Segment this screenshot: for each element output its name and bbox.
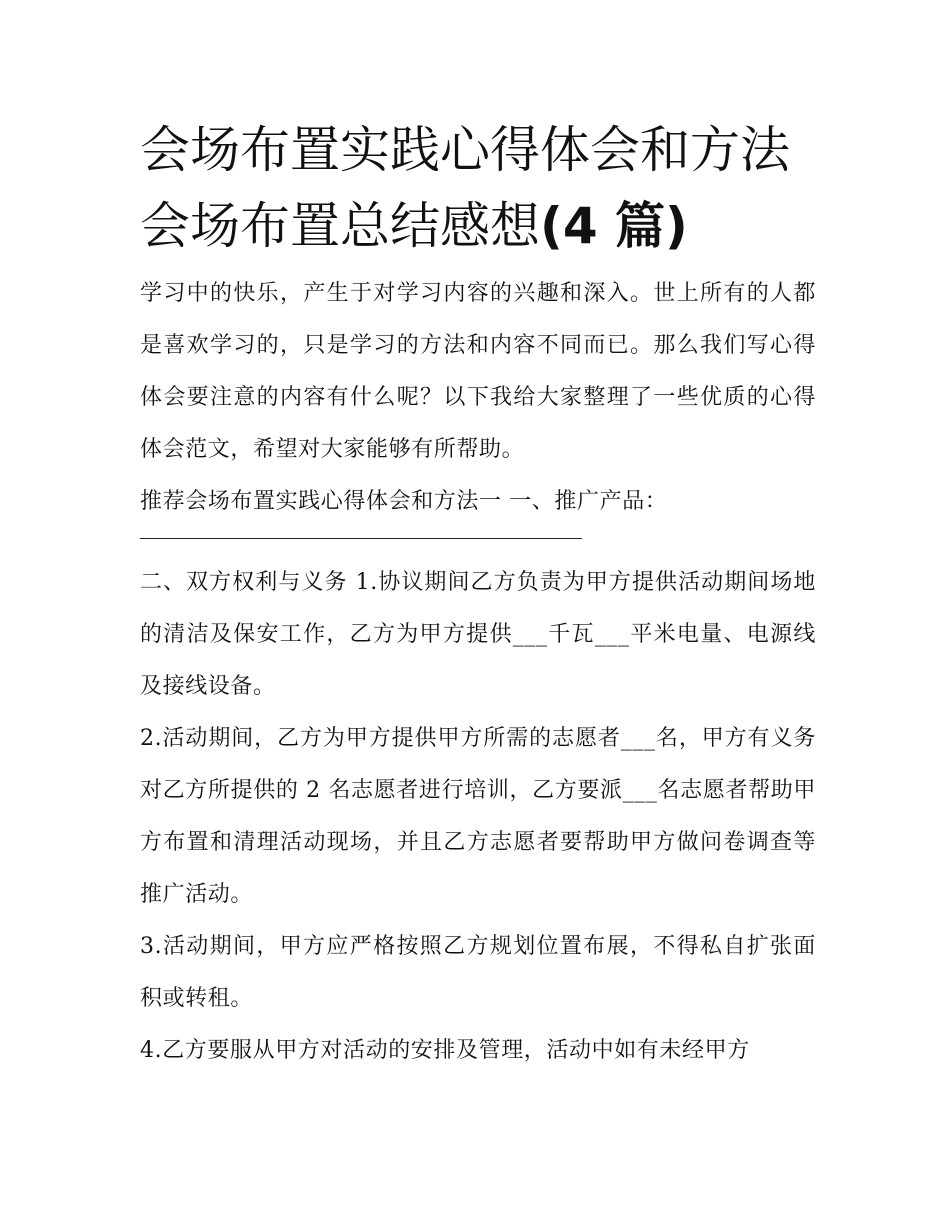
fill-in-blank-line [140, 538, 582, 539]
document-title-line-1: 会场布置实践心得体会和方法 [140, 121, 790, 179]
document-page [140, 112, 816, 1077]
document-body [140, 268, 816, 1077]
section-heading-paragraph: 推荐会场布置实践心得体会和方法一 一、推广产品： [140, 489, 668, 514]
clause-paragraph-4: 4.乙方要服从甲方对活动的安排及管理，活动中如有未经甲方 [140, 1038, 750, 1063]
document-title-count: (4 篇) [540, 197, 688, 255]
document-title-line-2-text: 会场布置总结感想 [140, 197, 540, 255]
document-title-line-2 [140, 188, 816, 264]
clause-paragraph-3: 3.活动期间，甲方应严格按照乙方规划位置布展，不得私自扩张面积或转租。 [140, 934, 816, 1011]
clause-paragraph-2: 2.活动期间，乙方为甲方提供甲方所需的志愿者___名，甲方有义务对乙方所提供的 2 名志愿者进行培训，乙方要派___名志愿者帮助甲方布置和清理活动现场，并且乙方志愿者要帮助甲方做问卷调查等推广活动。 [140, 726, 816, 907]
intro-paragraph: 学习中的快乐，产生于对学习内容的兴趣和深入。世上所有的人都是喜欢学习的，只是学习的方法和内容不同而已。那么我们写心得体会要注意的内容有什么呢？以下我给大家整理了一些优质的心得体会范文，希望对大家能够有所帮助。 [140, 281, 816, 462]
clause-paragraph-1: 二、双方权利与义务 1.协议期间乙方负责为甲方提供活动期间场地的清洁及保安工作，乙方为甲方提供___千瓦___平米电量、电源线及接线设备。 [140, 570, 816, 699]
